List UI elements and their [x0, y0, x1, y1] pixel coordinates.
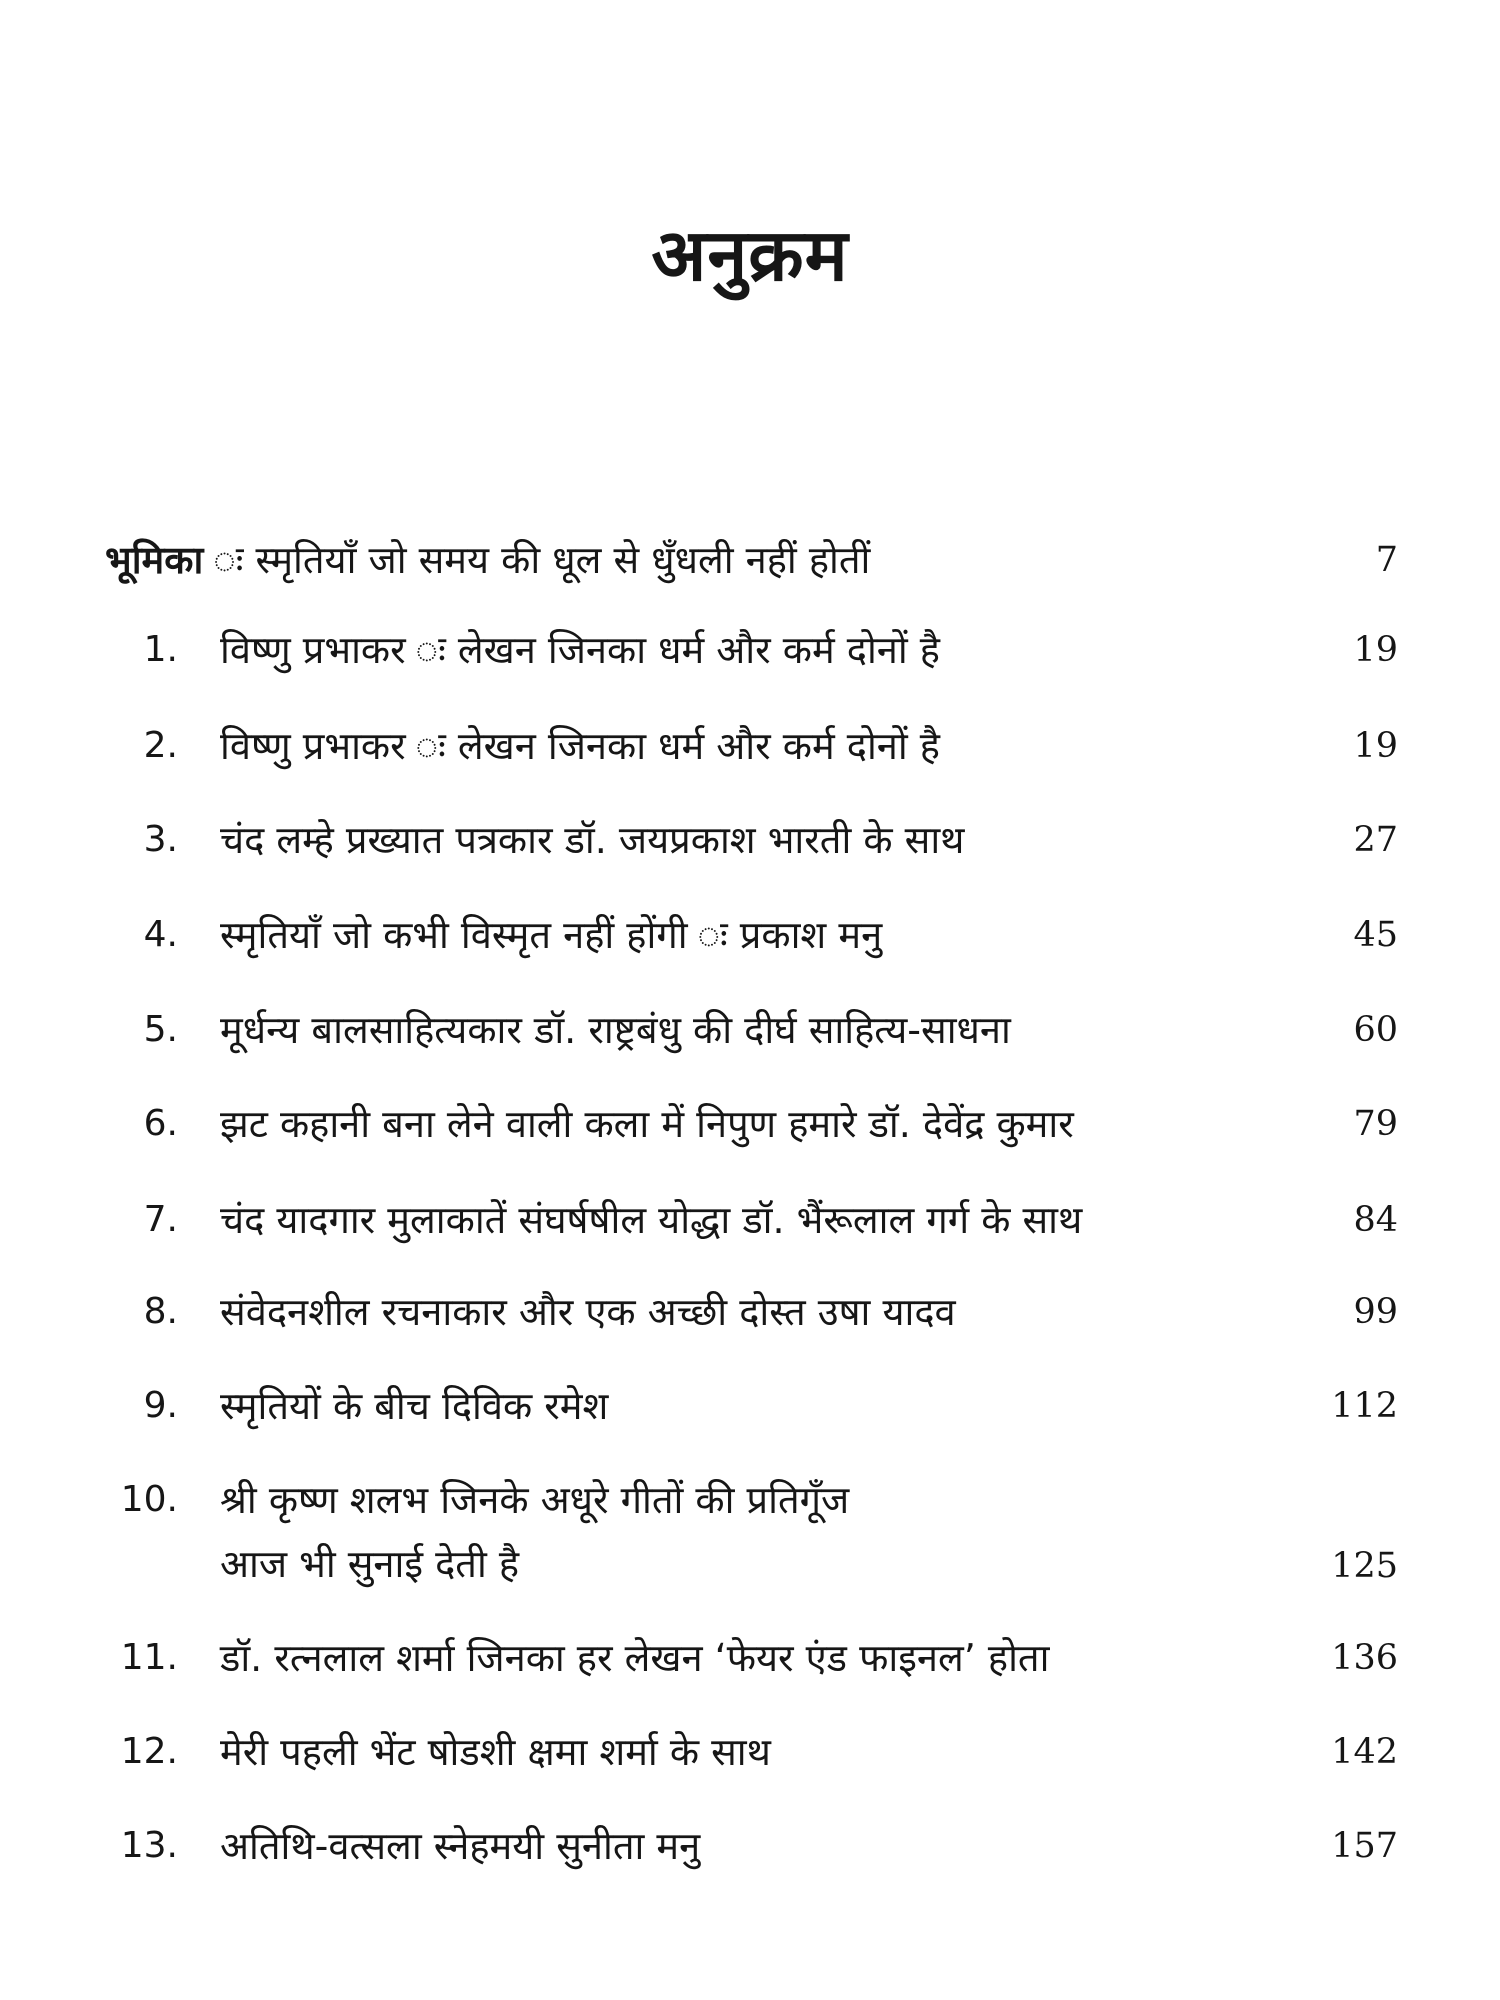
toc-row — [0, 1282, 1500, 1342]
toc-entry-number: 12. — [120, 1731, 178, 1772]
toc-entry-number: 3. — [143, 819, 178, 860]
toc-entry-title: चंद यादगार मुलाकातें संघर्षषील योद्धा डॉ. भैंरूलाल गर्ग के साथ — [220, 1198, 1083, 1242]
toc-entry-title: मेरी पहली भेंट षोडशी क्षमा शर्मा के साथ — [220, 1730, 771, 1774]
toc-entry-number: 7. — [143, 1199, 178, 1240]
toc-row — [0, 1190, 1500, 1250]
toc-entry-number: 5. — [143, 1009, 178, 1050]
toc-entry-number: 9. — [143, 1385, 178, 1426]
toc-entry-title: संवेदनशील रचनाकार और एक अच्छी दोस्त उषा यादव — [220, 1290, 956, 1334]
toc-entry-number: 4. — [143, 914, 178, 955]
toc-page-number: 125 — [1331, 1546, 1398, 1586]
toc-row — [0, 1470, 1500, 1600]
preface-separator: ः — [203, 538, 256, 582]
toc-entry-title: विष्णु प्रभाकर ः लेखन जिनका धर्म और कर्म दोनों है — [220, 628, 940, 672]
toc-page-number: 60 — [1353, 1010, 1398, 1050]
toc-row — [0, 716, 1500, 776]
toc-page-number: 157 — [1331, 1826, 1398, 1866]
toc-entry-title: श्री कृष्ण शलभ जिनके अधूरे गीतों की प्रतिगूँज — [220, 1478, 850, 1522]
toc-entry-title: झट कहानी बना लेने वाली कला में निपुण हमारे डॉ. देवेंद्र कुमार — [220, 1102, 1074, 1146]
preface-title: स्मृतियाँ जो समय की धूल से धुँधली नहीं होतीं — [255, 538, 871, 582]
toc-entry-number: 10. — [120, 1479, 178, 1520]
toc-entry-title-continued: आज भी सुनाई देती है — [220, 1542, 520, 1586]
toc-row — [0, 1722, 1500, 1782]
toc-row — [0, 905, 1500, 965]
toc-entry-number: 8. — [143, 1291, 178, 1332]
toc-entry-title: स्मृतियों के बीच दिविक रमेश — [220, 1384, 609, 1428]
toc-preface-text — [105, 530, 1175, 590]
toc-page-number: 142 — [1331, 1732, 1398, 1772]
toc-page-number: 45 — [1353, 915, 1398, 955]
toc-entry-number: 13. — [120, 1825, 178, 1866]
toc-page-number: 27 — [1353, 820, 1398, 860]
toc-row-preface — [0, 530, 1500, 590]
toc-row — [0, 1816, 1500, 1876]
toc-page-number: 84 — [1353, 1200, 1398, 1240]
toc-page-number: 19 — [1353, 726, 1398, 766]
toc-page-number: 112 — [1331, 1386, 1398, 1426]
toc-entry-number: 2. — [143, 725, 178, 766]
toc-entry-title: डॉ. रत्नलाल शर्मा जिनका हर लेखन ‘फेयर एंड फाइनल’ होता — [220, 1636, 1050, 1680]
toc-row — [0, 620, 1500, 680]
toc-entry-title: मूर्धन्य बालसाहित्यकार डॉ. राष्ट्रबंधु की दीर्घ साहित्य-साधना — [220, 1008, 1011, 1052]
toc-page-number: 79 — [1353, 1104, 1398, 1144]
toc-entry-title: विष्णु प्रभाकर ः लेखन जिनका धर्म और कर्म दोनों है — [220, 724, 940, 768]
toc-row — [0, 1628, 1500, 1688]
toc-page-number: 19 — [1353, 630, 1398, 670]
toc-entry-title: अतिथि-वत्सला स्नेहमयी सुनीता मनु — [220, 1824, 701, 1868]
toc-page-number: 136 — [1331, 1638, 1398, 1678]
toc-entry-title: स्मृतियाँ जो कभी विस्मृत नहीं होंगी ः प्रकाश मनु — [220, 913, 883, 957]
toc-row — [0, 1000, 1500, 1060]
toc-row — [0, 810, 1500, 870]
toc-entry-number: 11. — [120, 1637, 178, 1678]
toc-page-number: 99 — [1353, 1292, 1398, 1332]
preface-label: भूमिका — [105, 538, 204, 582]
toc-page-number: 7 — [1375, 540, 1398, 580]
toc-entry-title: चंद लम्हे प्रख्यात पत्रकार डॉ. जयप्रकाश भारती के साथ — [220, 818, 965, 862]
page-title: अनुक्रम — [651, 213, 849, 297]
toc-row — [0, 1376, 1500, 1436]
toc-row — [0, 1094, 1500, 1154]
toc-entry-number: 1. — [143, 629, 178, 670]
toc-entry-number: 6. — [143, 1103, 178, 1144]
